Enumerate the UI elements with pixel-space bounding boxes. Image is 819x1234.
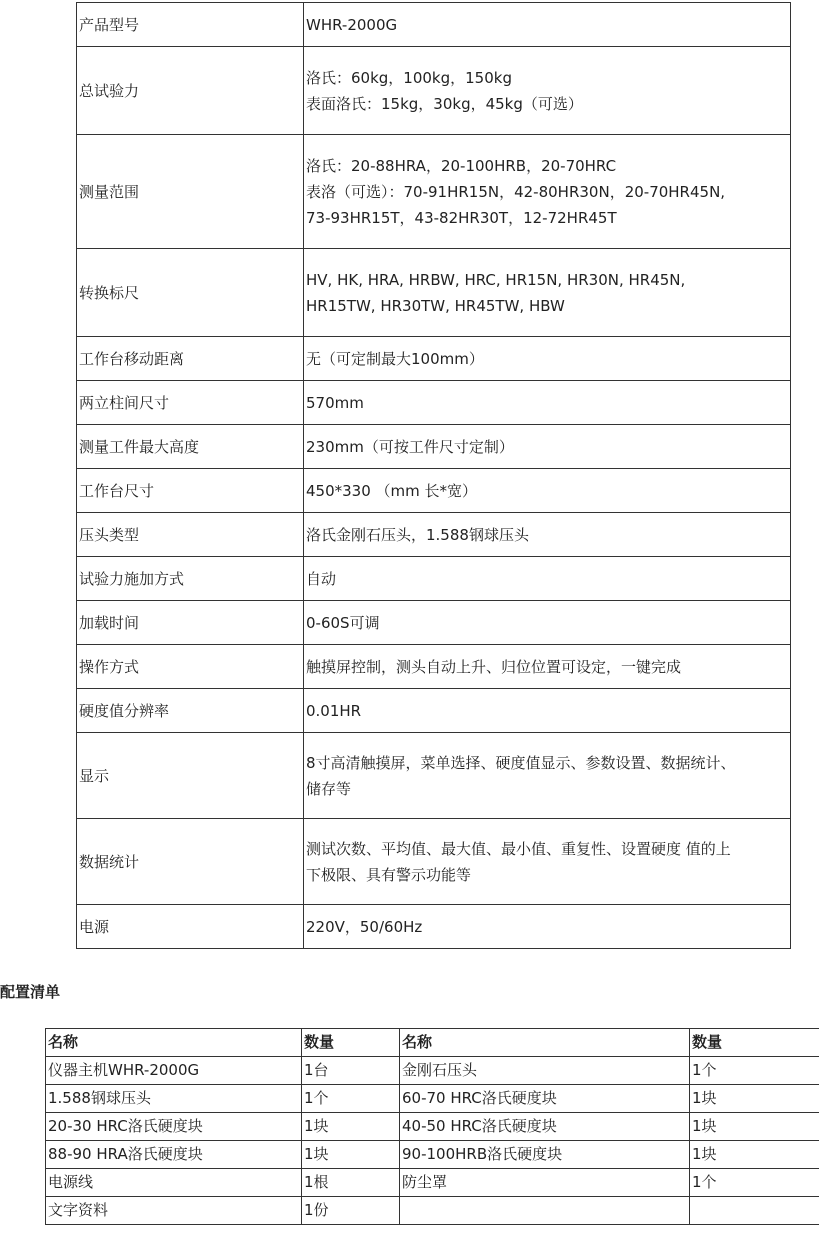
config-item-name: 20-30 HRC洛氏硬度块 xyxy=(46,1113,302,1141)
config-item-name: 88-90 HRA洛氏硬度块 xyxy=(46,1141,302,1169)
spec-label: 转换标尺 xyxy=(77,249,304,337)
spec-value-line: 洛氏金刚石压头，1.588钢球压头 xyxy=(306,525,529,544)
config-item-name xyxy=(400,1197,690,1225)
spec-row xyxy=(77,469,791,513)
spec-value xyxy=(304,819,791,905)
config-item-name: 1.588钢球压头 xyxy=(46,1085,302,1113)
spec-value xyxy=(304,3,791,47)
config-item-quantity: 1块 xyxy=(690,1085,819,1113)
spec-value-line: 无（可定制最大100mm） xyxy=(306,349,484,368)
config-table-body xyxy=(46,1029,819,1225)
spec-value-line: 自动 xyxy=(306,569,337,588)
spec-row xyxy=(77,425,791,469)
spec-row xyxy=(77,3,791,47)
spec-row xyxy=(77,905,791,949)
spec-row xyxy=(77,249,791,337)
config-item-name: 40-50 HRC洛氏硬度块 xyxy=(400,1113,690,1141)
spec-label: 工作台尺寸 xyxy=(77,469,304,513)
config-row xyxy=(46,1141,819,1169)
config-row xyxy=(46,1169,819,1197)
spec-label: 总试验力 xyxy=(77,47,304,135)
spec-value xyxy=(304,135,791,249)
spec-value xyxy=(304,513,791,557)
config-item-name: 金刚石压头 xyxy=(400,1057,690,1085)
spec-value xyxy=(304,47,791,135)
spec-value xyxy=(304,469,791,513)
config-item-quantity: 1个 xyxy=(302,1085,400,1113)
config-item-quantity: 1份 xyxy=(302,1197,400,1225)
spec-value xyxy=(304,733,791,819)
config-item-name: 电源线 xyxy=(46,1169,302,1197)
config-header-cell: 数量 xyxy=(690,1029,819,1057)
spec-label: 工作台移动距离 xyxy=(77,337,304,381)
config-item-quantity: 1块 xyxy=(690,1141,819,1169)
spec-table xyxy=(76,2,791,949)
spec-label: 两立柱间尺寸 xyxy=(77,381,304,425)
spec-value-line: 触摸屏控制，测头自动上升、归位位置可设定，一键完成 xyxy=(306,657,682,676)
spec-value-line: HV, HK, HRA, HRBW, HRC, HR15N, HR30N, HR45N, xyxy=(306,270,686,289)
spec-row xyxy=(77,381,791,425)
spec-value-line: 表洛（可选）：70-91HR15N，42-80HR30N，20-70HR45N, xyxy=(306,182,726,201)
spec-value-line: 0-60S可调 xyxy=(306,613,380,632)
spec-label: 测量工件最大高度 xyxy=(77,425,304,469)
spec-label: 加载时间 xyxy=(77,601,304,645)
spec-value-line: 表面洛氏：15kg，30kg，45kg（可选） xyxy=(306,94,583,113)
spec-value-line: 570mm xyxy=(306,393,364,412)
spec-label: 测量范围 xyxy=(77,135,304,249)
config-row xyxy=(46,1113,819,1141)
config-item-quantity: 1台 xyxy=(302,1057,400,1085)
config-item-quantity: 1块 xyxy=(302,1113,400,1141)
config-list-title: 配置清单 xyxy=(0,983,61,1001)
spec-value-line: 下极限、具有警示功能等 xyxy=(306,865,472,884)
spec-row xyxy=(77,47,791,135)
spec-value xyxy=(304,249,791,337)
spec-value-line: 储存等 xyxy=(306,779,352,798)
spec-row xyxy=(77,513,791,557)
spec-label: 压头类型 xyxy=(77,513,304,557)
spec-row xyxy=(77,733,791,819)
config-item-name: 仪器主机WHR-2000G xyxy=(46,1057,302,1085)
config-header-cell: 名称 xyxy=(400,1029,690,1057)
spec-label: 试验力施加方式 xyxy=(77,557,304,601)
spec-row xyxy=(77,819,791,905)
spec-value xyxy=(304,645,791,689)
spec-value-line: 测试次数、平均值、最大值、最小值、重复性、设置硬度 值的上 xyxy=(306,839,731,858)
spec-value-line: 0.01HR xyxy=(306,701,362,720)
config-item-name: 60-70 HRC洛氏硬度块 xyxy=(400,1085,690,1113)
config-item-quantity: 1个 xyxy=(690,1169,819,1197)
spec-value xyxy=(304,557,791,601)
spec-table-body xyxy=(77,3,791,949)
config-header-row xyxy=(46,1029,819,1057)
spec-value xyxy=(304,425,791,469)
config-item-quantity xyxy=(690,1197,819,1225)
spec-value-line: 450*330 （mm 长*宽） xyxy=(306,481,478,500)
spec-row xyxy=(77,601,791,645)
spec-label: 产品型号 xyxy=(77,3,304,47)
spec-value-line: 73-93HR15T，43-82HR30T，12-72HR45T xyxy=(306,208,617,227)
config-row xyxy=(46,1057,819,1085)
config-item-name: 文字资料 xyxy=(46,1197,302,1225)
spec-value xyxy=(304,381,791,425)
spec-value-line: HR15TW, HR30TW, HR45TW, HBW xyxy=(306,296,565,315)
spec-row xyxy=(77,689,791,733)
spec-value xyxy=(304,337,791,381)
spec-row xyxy=(77,135,791,249)
spec-row xyxy=(77,557,791,601)
spec-label: 硬度值分辨率 xyxy=(77,689,304,733)
config-item-quantity: 1根 xyxy=(302,1169,400,1197)
spec-value-line: 220V，50/60Hz xyxy=(306,917,423,936)
config-item-quantity: 1块 xyxy=(302,1141,400,1169)
spec-label: 显示 xyxy=(77,733,304,819)
spec-row xyxy=(77,337,791,381)
config-item-quantity: 1块 xyxy=(690,1113,819,1141)
spec-value xyxy=(304,905,791,949)
config-header-cell: 名称 xyxy=(46,1029,302,1057)
spec-value-line: 洛氏：20-88HRA，20-100HRB，20-70HRC xyxy=(306,156,617,175)
spec-label: 数据统计 xyxy=(77,819,304,905)
spec-label: 电源 xyxy=(77,905,304,949)
config-item-name: 防尘罩 xyxy=(400,1169,690,1197)
spec-value-line: 8寸高清触摸屏，菜单选择、硬度值显示、参数设置、数据统计、 xyxy=(306,753,736,772)
spec-value-line: 230mm（可按工件尺寸定制） xyxy=(306,437,514,456)
config-item-quantity: 1个 xyxy=(690,1057,819,1085)
spec-value-line: WHR-2000G xyxy=(306,15,398,34)
config-table xyxy=(45,1028,819,1225)
config-item-name: 90-100HRB洛氏硬度块 xyxy=(400,1141,690,1169)
spec-label: 操作方式 xyxy=(77,645,304,689)
spec-value-line: 洛氏：60kg，100kg，150kg xyxy=(306,68,512,87)
spec-value xyxy=(304,689,791,733)
config-row xyxy=(46,1197,819,1225)
config-row xyxy=(46,1085,819,1113)
spec-row xyxy=(77,645,791,689)
spec-value xyxy=(304,601,791,645)
config-header-cell: 数量 xyxy=(302,1029,400,1057)
